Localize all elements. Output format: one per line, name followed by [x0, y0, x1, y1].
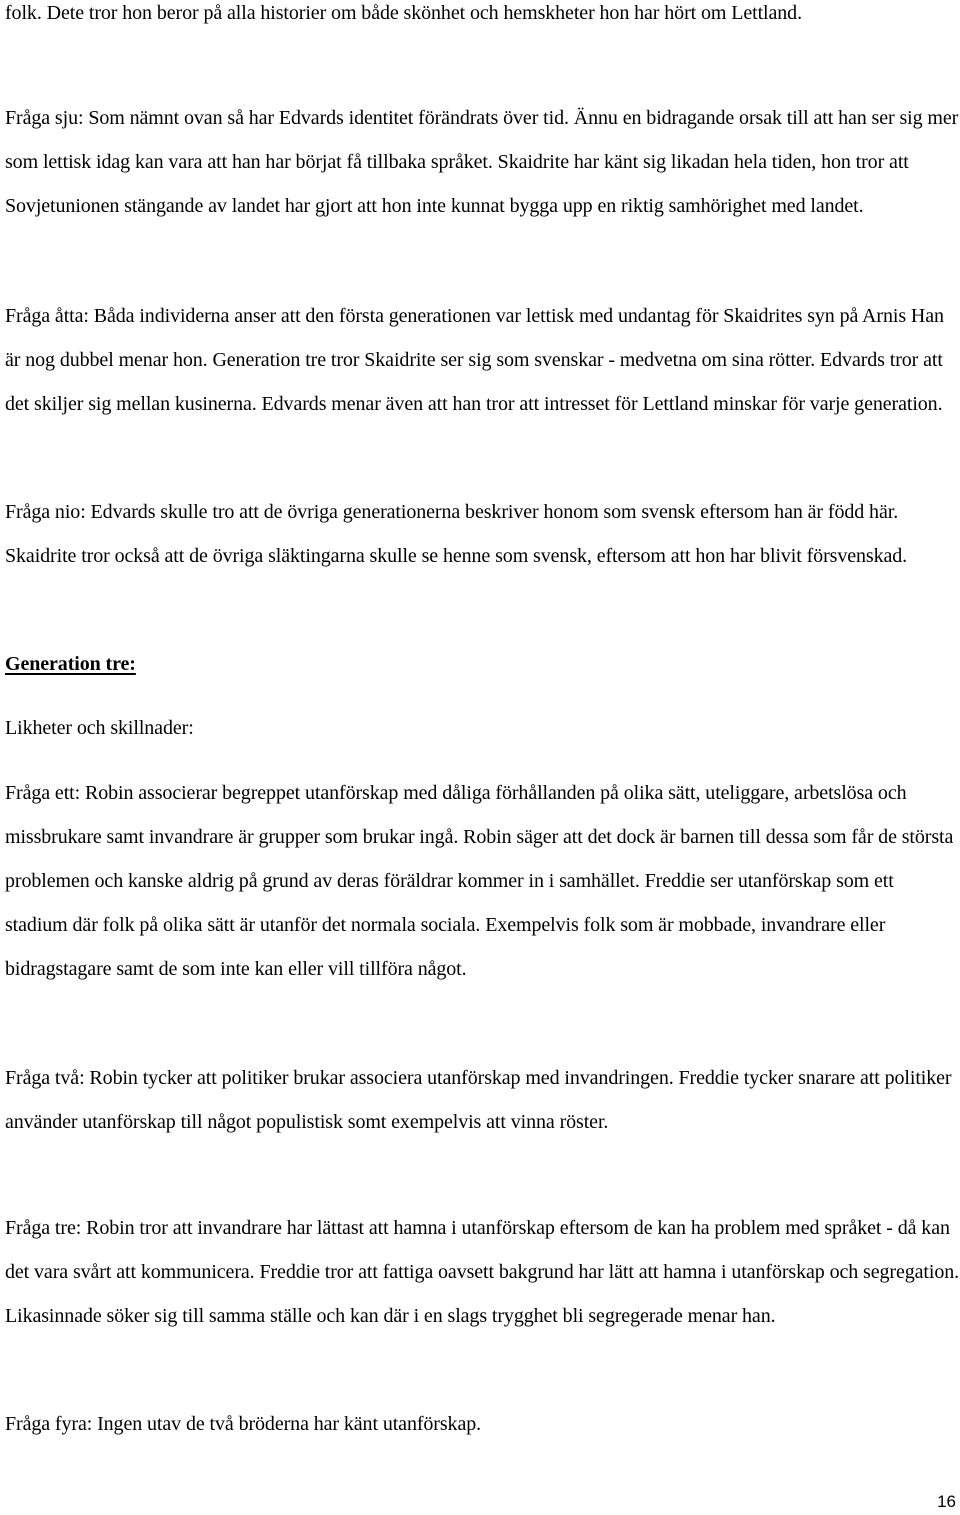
paragraph-question-one: Fråga ett: Robin associerar begreppet utanförskap med dåliga förhållanden på olika sätt, uteliggare, arbetslösa och missbrukare samt invandrare är grupper som brukar ingå. Robin säger att det dock är barnen till dessa som får de största problemen och kanske aldrig på grund av deras föräldrar kommer in i samhället. Freddie ser utanförskap som ett stadium där folk på olika sätt är utanför det normala sociala. Exempelvis folk som är mobbade, invandrare eller bidragstagare samt de som inte kan eller vill tillföra något.: [5, 782, 954, 980]
paragraph-continuation: folk. Dete tror hon beror på alla historier om både skönhet och hemskheter hon har hört om Lettland.: [5, 2, 802, 24]
paragraph-question-eight: Fråga åtta: Båda individerna anser att den första generationen var lettisk med undantag för Skaidrites syn på Arnis Han är nog dubbel menar hon. Generation tre tror Skaidrite ser sig som svenskar - medvetna om sina rötter. Edvards tror att det skiljer sig mellan kusinerna. Edvards menar även att han tror att intresset för Lettland minskar för varje generation.: [5, 305, 944, 415]
page-number: 16: [937, 1492, 956, 1511]
paragraph-question-nine: Fråga nio: Edvards skulle tro att de övriga generationerna beskriver honom som svensk eftersom han är född här. Skaidrite tror också att de övriga släktingarna skulle se henne som svensk, eftersom att hon har blivit försvenskad.: [5, 501, 908, 567]
paragraph-question-four: Fråga fyra: Ingen utav de två bröderna har känt utanförskap.: [5, 1413, 482, 1435]
subheading-similarities-differences: Likheter och skillnader:: [5, 717, 194, 739]
paragraph-question-two: Fråga två: Robin tycker att politiker brukar associera utanförskap med invandringen. Freddie tycker snarare att politiker använder utanförskap till något populistisk somt exempelvis att vinna röster.: [5, 1067, 952, 1133]
paragraph-question-seven: Fråga sju: Som nämnt ovan så har Edvards identitet förändrats över tid. Ännu en bidragande orsak till att han ser sig mer som lettisk idag kan vara att han har börjat få tillbaka språket. Skaidrite har känt sig likadan hela tiden, hon tror att Sovjetunionen stängande av landet har gjort att hon inte kunnat bygga upp en riktig samhörighet med landet.: [5, 107, 959, 217]
paragraph-question-three: Fråga tre: Robin tror att invandrare har lättast att hamna i utanförskap eftersom de kan ha problem med språket - då kan det vara svårt att kommunicera. Freddie tror att fattiga oavsett bakgrund har lätt att hamna i utanförskap och segregation. Likasinnade söker sig till samma ställe och kan där i en slags trygghet bli segregerade menar han.: [5, 1217, 960, 1327]
section-heading-generation-three: Generation tre:: [5, 653, 136, 675]
